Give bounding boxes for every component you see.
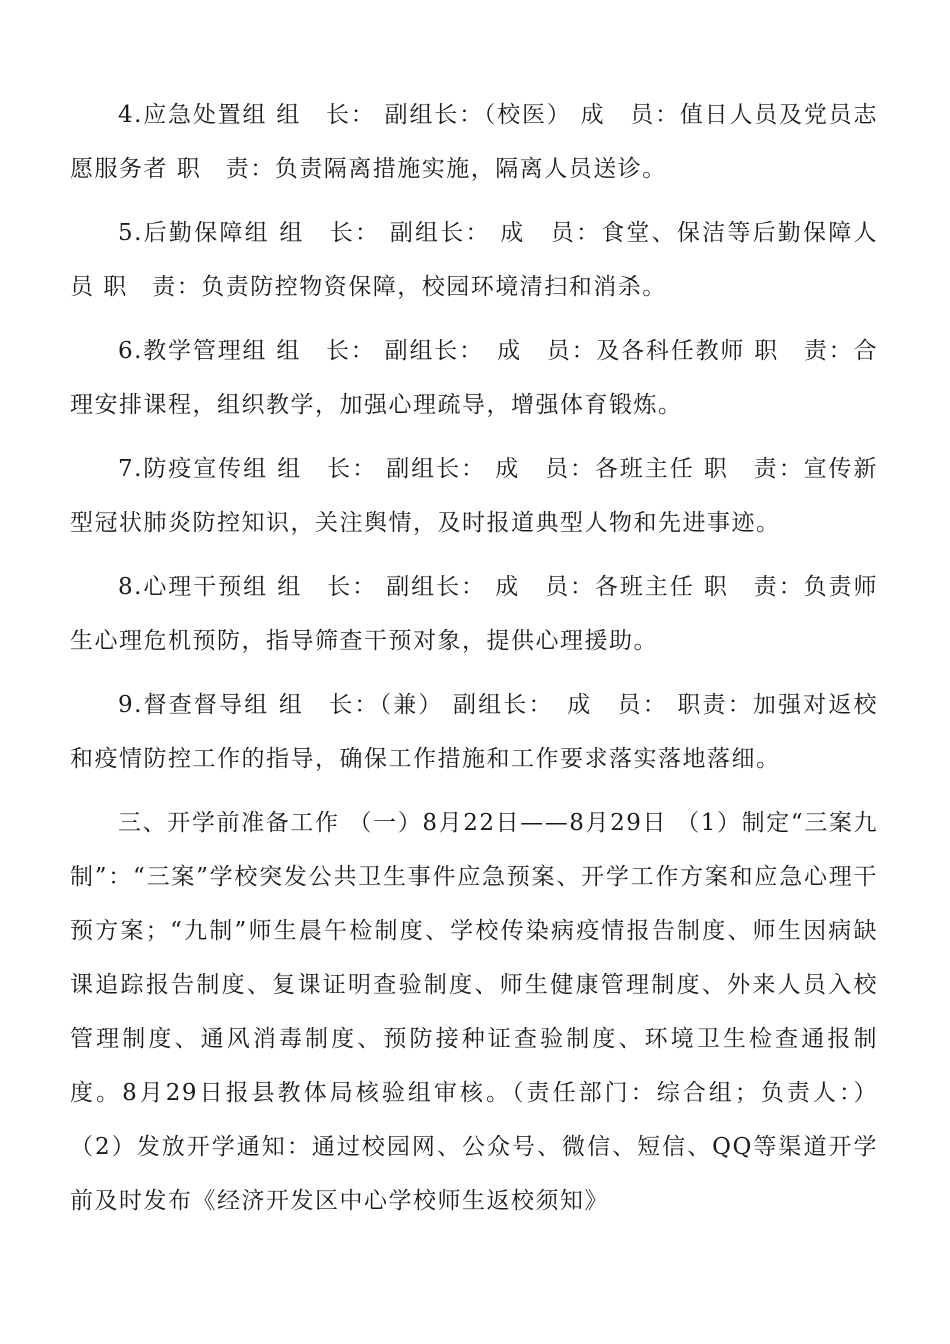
paragraph-emergency-response-group: 4.应急处置组 组 长： 副组长：（校医） 成 员：值日人员及党员志愿服务者 职 责：负责隔离措施实施，隔离人员送诊。 <box>70 102 878 182</box>
paragraph-teaching-management-group: 6.教学管理组 组 长： 副组长： 成 员：及各科任教师 职 责：合理安排课程，组织教学，加强心理疏导，增强体育锻炼。 <box>70 338 878 418</box>
paragraph-supervision-group: 9.督查督导组 组 长：（兼） 副组长： 成 员： 职责：加强对返校和疫情防控工作的指导，确保工作措施和工作要求落实落地落细。 <box>70 692 878 772</box>
paragraph-psychological-intervention-group: 8.心理干预组 组 长： 副组长： 成 员：各班主任 职 责：负责师生心理危机预防，指导筛查干预对象，提供心理援助。 <box>70 574 878 654</box>
paragraph-logistics-group: 5.后勤保障组 组 长： 副组长： 成 员：食堂、保洁等后勤保障人员 职 责：负责防控物资保障，校园环境清扫和消杀。 <box>70 220 878 300</box>
paragraph-publicity-group: 7.防疫宣传组 组 长： 副组长： 成 员：各班主任 职 责：宣传新型冠状肺炎防控知识，关注舆情，及时报道典型人物和先进事迹。 <box>70 456 878 536</box>
document-body <box>70 88 878 1228</box>
paragraph-pre-school-preparation: 三、开学前准备工作 （一）8月22日——8月29日 （1）制定“三案九制”：“三案”学校突发公共卫生事件应急预案、开学工作方案和应急心理干预方案；“九制”师生晨午检制度、学校传染病疫情报告制度、师生因病缺课追踪报告制度、复课证明查验制度、师生健康管理制度、外来人员入校管理制度、通风消毒制度、预防接种证查验制度、环境卫生检查通报制度。8月29日报县教体局核验组审核。（责任部门：综合组；负责人：） （2）发放开学通知：通过校园网、公众号、微信、短信、QQ等渠道开学前及时发布《经济开发区中心学校师生返校须知》 <box>70 810 878 1214</box>
